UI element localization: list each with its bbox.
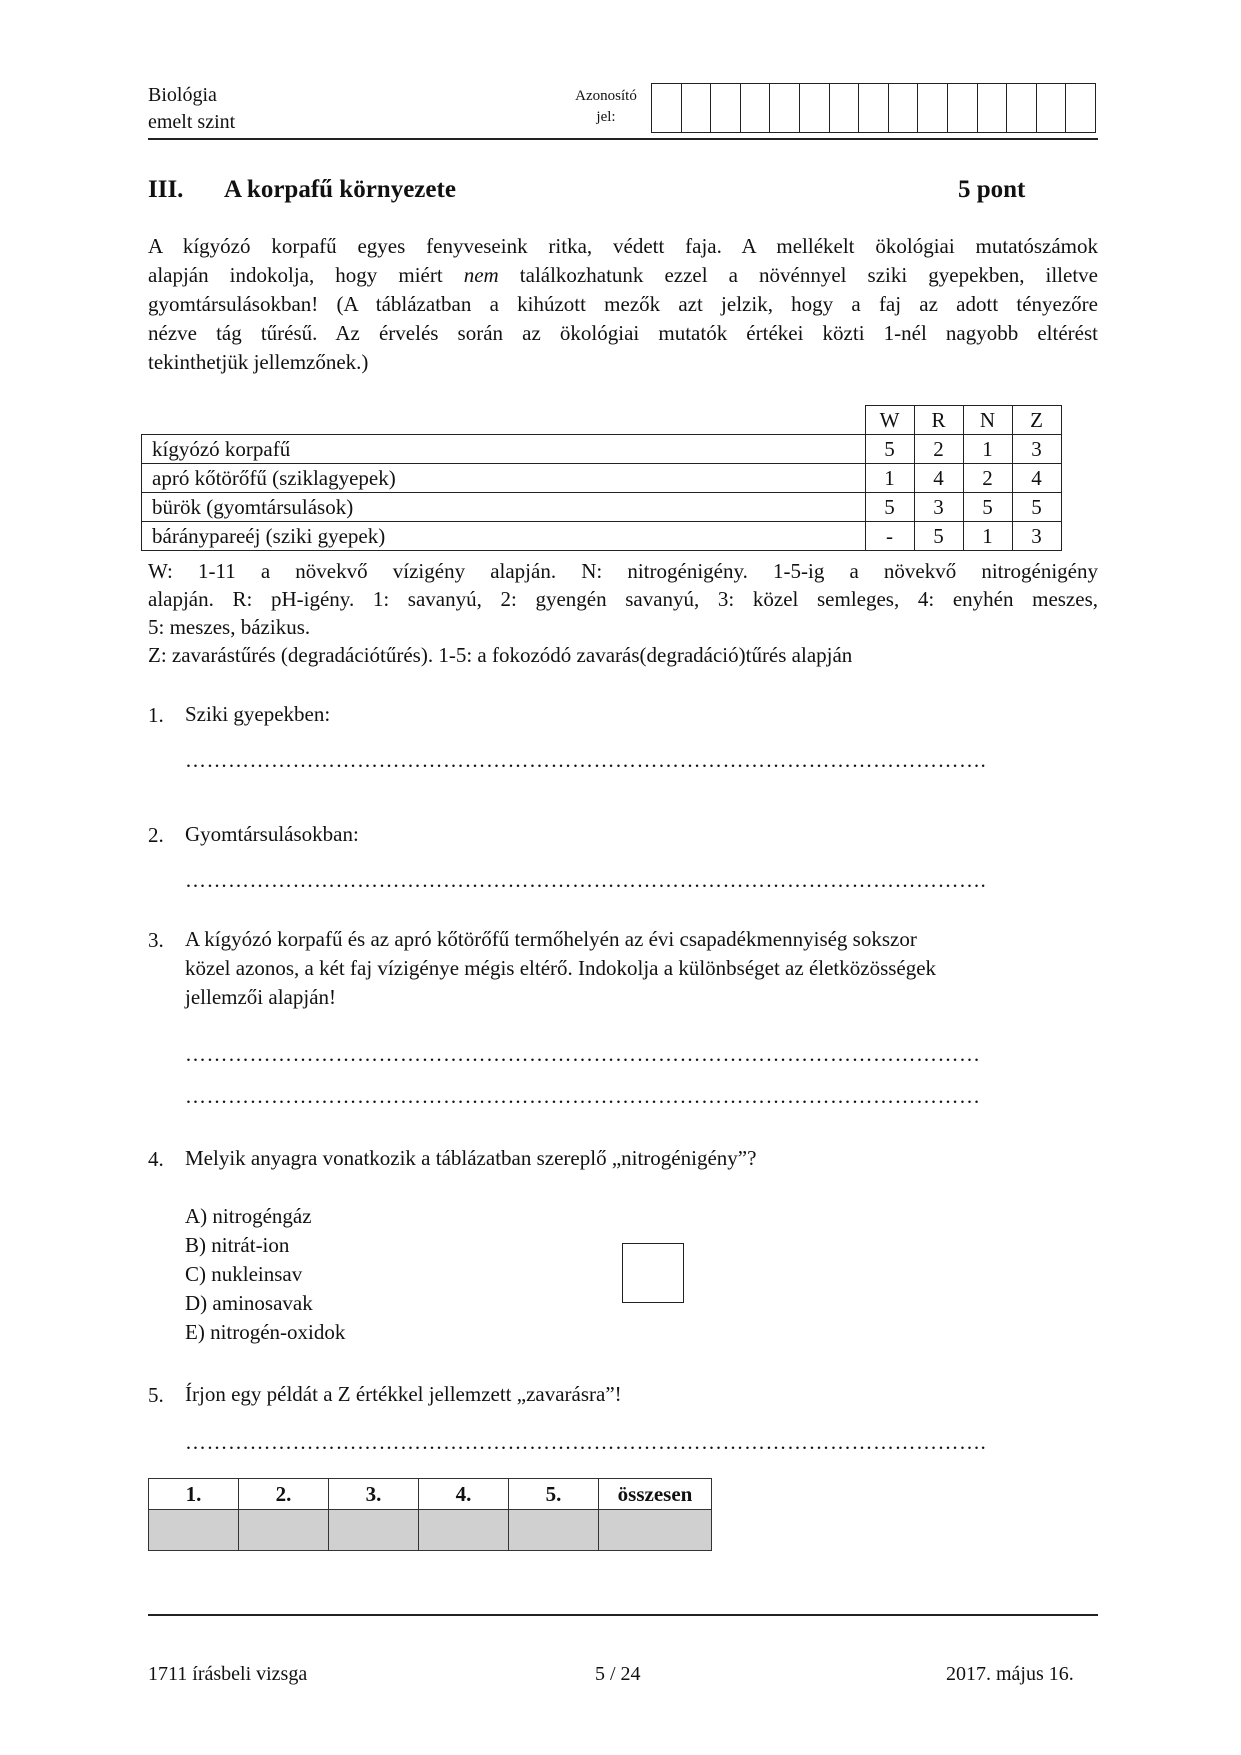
level: emelt szint <box>148 111 236 133</box>
q4-number: 4. <box>148 1147 164 1171</box>
header-left <box>148 82 235 136</box>
q2-number: 2. <box>148 823 164 847</box>
footer-page: 5 / 24 <box>595 1663 641 1685</box>
species-name: apró kőtörőfű (sziklagyepek) <box>142 464 866 493</box>
q5-text: Írjon egy példát a Z értékkel jellemzett „zavarásra”! <box>185 1382 622 1406</box>
q3-answer-line-1[interactable]: ………………………………………………………………………………………………… <box>185 1042 981 1066</box>
q1-number: 1. <box>148 703 164 727</box>
score-cell-3[interactable] <box>329 1510 419 1551</box>
section-points: 5 pont <box>958 176 1026 203</box>
table-header-row <box>142 406 1062 435</box>
species-name: kígyózó korpafű <box>142 435 866 464</box>
option-c: C) nukleinsav <box>185 1262 303 1286</box>
score-input-row <box>149 1510 712 1551</box>
id-boxes[interactable] <box>651 83 1096 133</box>
option-a: A) nitrogéngáz <box>185 1204 312 1228</box>
score-table <box>148 1478 712 1551</box>
section-title: A korpafű környezete <box>224 176 456 203</box>
footer-rule <box>148 1614 1098 1616</box>
q4-answer-box[interactable] <box>622 1243 684 1303</box>
table-header: N <box>963 406 1012 435</box>
footer-date: 2017. május 16. <box>946 1663 1074 1685</box>
q5-answer-line[interactable]: …………………………………………………………………………………………………. <box>185 1430 987 1454</box>
q3-answer-line-2[interactable]: ………………………………………………………………………………………………… <box>185 1084 981 1108</box>
score-cell-1[interactable] <box>149 1510 239 1551</box>
id-label: Azonosító jel: <box>575 88 637 125</box>
table-row: apró kőtörőfű (sziklagyepek) 1 4 2 4 <box>142 464 1062 493</box>
species-name: bürök (gyomtársulások) <box>142 493 866 522</box>
q4-options <box>185 1202 345 1347</box>
subject: Biológia <box>148 84 217 106</box>
table-row: kígyózó korpafű 5 2 1 3 <box>142 435 1062 464</box>
table-header: R <box>914 406 963 435</box>
section-number: III. <box>148 176 184 203</box>
q1-text: Sziki gyepekben: <box>185 702 331 726</box>
header-rule <box>148 138 1098 140</box>
table-header: W <box>865 406 914 435</box>
q2-answer-line[interactable]: …………………………………………………………………………………………………. <box>185 868 987 892</box>
footer-exam: 1711 írásbeli vizsga <box>148 1663 308 1685</box>
intro-paragraph: A kígyózó korpafű egyes fenyveseink ritka, védett faja. A mellékelt ökológiai mutatószámok alapján indokolja, hogy miért nem találkozhatunk ezzel a növénnyel sziki gyepekben, illetve gyomtársulásokban! (A táblázatban a kihúzott mezők azt jelzik, hogy a faj az adott tényezőre nézve tág tűrésű. Az érvelés során az ökológiai mutatók értékei közti 1-nél nagyobb eltérést tekinthetjük jellemzőnek.) <box>148 234 1098 374</box>
species-name: báránypareéj (sziki gyepek) <box>142 522 866 551</box>
q5-number: 5. <box>148 1383 164 1407</box>
table-row: báránypareéj (sziki gyepek) - 5 1 3 <box>142 522 1062 551</box>
q2-text: Gyomtársulásokban: <box>185 822 359 846</box>
score-header-row: 1. 2. 3. 4. 5. összesen <box>149 1479 712 1510</box>
q1-answer-line[interactable]: …………………………………………………………………………………………………. <box>185 748 987 772</box>
score-cell-total[interactable] <box>599 1510 712 1551</box>
option-e: E) nitrogén-oxidok <box>185 1320 346 1344</box>
score-cell-5[interactable] <box>509 1510 599 1551</box>
q4-text: Melyik anyagra vonatkozik a táblázatban szereplő „nitrogénigény”? <box>185 1146 757 1170</box>
table-legend: W: 1-11 a növekvő vízigény alapján. N: nitrogénigény. 1-5-ig a növekvő nitrogénigény alapján. R: pH-igény. 1: savanyú, 2: gyengén savanyú, 3: közel semleges, 4: enyhén meszes, 5: meszes, bázikus. Z: zavarástűrés (degradációtűrés). 1-5: a fokozódó zavarás(degradáció)tűrés alapján <box>148 559 1098 667</box>
ecology-table <box>141 405 1062 551</box>
q3-number: 3. <box>148 928 164 952</box>
table-row: bürök (gyomtársulások) 5 3 5 5 <box>142 493 1062 522</box>
score-cell-2[interactable] <box>239 1510 329 1551</box>
score-cell-4[interactable] <box>419 1510 509 1551</box>
option-b: B) nitrát-ion <box>185 1233 290 1257</box>
option-d: D) aminosavak <box>185 1291 313 1315</box>
table-header: Z <box>1012 406 1061 435</box>
q3-text: A kígyózó korpafű és az apró kőtörőfű termőhelyén az évi csapadékmennyiség sokszor közel azonos, a két faj vízigénye mégis eltérő. Indokolja a különbséget az életközösségek jellemzői alapján! <box>185 927 937 1009</box>
